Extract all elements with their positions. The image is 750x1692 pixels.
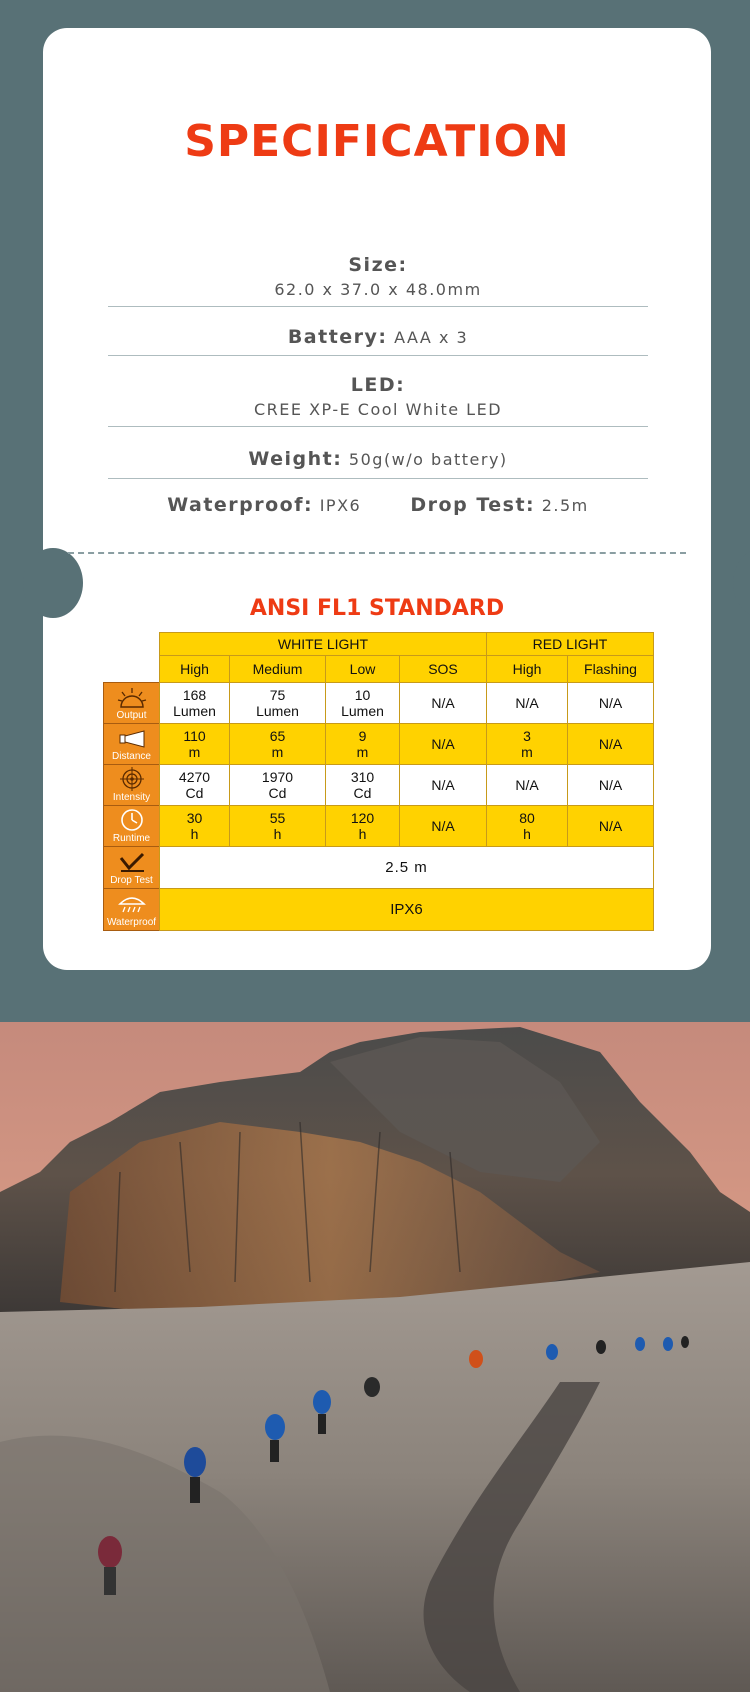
- spec-title: SPECIFICATION: [184, 116, 570, 167]
- runtime-row-header: [103, 805, 160, 847]
- distance-row-header: [103, 723, 160, 765]
- output-icon: [117, 687, 147, 709]
- dashed-separator: [68, 552, 686, 554]
- led-label: LED:: [350, 374, 406, 396]
- table-cell: N/A: [399, 805, 487, 847]
- size-row: [108, 254, 648, 299]
- battery-label: Battery:: [287, 326, 388, 348]
- table-cell: N/A: [567, 682, 654, 724]
- group-white-light: WHITE LIGHT: [159, 632, 487, 656]
- table-cell: 110 m: [159, 723, 230, 765]
- intensity-row-header: [103, 764, 160, 806]
- table-cell: N/A: [567, 764, 654, 806]
- waterproof-drop-row: [108, 494, 648, 516]
- distance-label: Distance: [112, 751, 151, 762]
- waterproof-value: IPX6: [159, 888, 654, 931]
- table-cell: 310 Cd: [325, 764, 400, 806]
- size-label: Size:: [348, 254, 408, 276]
- runtime-icon: [117, 808, 147, 832]
- table-cell: N/A: [567, 805, 654, 847]
- table-cell: N/A: [486, 682, 568, 724]
- drop-test-label: Drop Test:: [410, 494, 536, 516]
- ticket-notch-right: [733, 548, 750, 618]
- weight-label: Weight:: [248, 448, 343, 470]
- table-cell: N/A: [486, 764, 568, 806]
- table-cell: 3 m: [486, 723, 568, 765]
- waterproof-row-header: [103, 888, 160, 931]
- intensity-label: Intensity: [112, 792, 151, 803]
- divider: [108, 306, 648, 307]
- table-cell: 30 h: [159, 805, 230, 847]
- output-label: Output: [116, 710, 147, 721]
- size-value: 62.0 x 37.0 x 48.0mm: [274, 280, 482, 299]
- table-cell: 55 h: [229, 805, 326, 847]
- table-cell: 10 Lumen: [325, 682, 400, 724]
- drop-test-label: Drop Test: [110, 875, 153, 886]
- mode-header: Low: [325, 655, 400, 683]
- waterproof-value: IPX6: [319, 496, 362, 515]
- table-cell: N/A: [399, 764, 487, 806]
- output-row-header: [103, 682, 160, 724]
- table-cell: 4270 Cd: [159, 764, 230, 806]
- table-cell: 168 Lumen: [159, 682, 230, 724]
- waterproof-label: Waterproof: [106, 917, 157, 928]
- ansi-title: ANSI FL1 STANDARD: [249, 596, 505, 621]
- table-cell: 65 m: [229, 723, 326, 765]
- led-row: [108, 374, 648, 419]
- mode-header: Flashing: [567, 655, 654, 683]
- divider: [108, 478, 648, 479]
- weight-row: [108, 448, 648, 470]
- table-cell: 1970 Cd: [229, 764, 326, 806]
- drop-test-value: 2.5m: [541, 496, 589, 515]
- mode-header: SOS: [399, 655, 487, 683]
- drop-test-row-header: [103, 846, 160, 889]
- weight-value: 50g(w/o battery): [348, 450, 508, 469]
- table-cell: N/A: [399, 723, 487, 765]
- mountain-trekking-photo: [0, 1022, 750, 1692]
- group-red-light: RED LIGHT: [486, 632, 654, 656]
- waterproof-icon: [117, 892, 147, 916]
- table-cell: N/A: [567, 723, 654, 765]
- spec-card: [43, 28, 711, 970]
- led-value: CREE XP-E Cool White LED: [253, 400, 503, 419]
- divider: [108, 355, 648, 356]
- runtime-label: Runtime: [112, 833, 151, 844]
- battery-value: AAA x 3: [394, 328, 469, 347]
- distance-icon: [117, 728, 147, 750]
- intensity-icon: [117, 767, 147, 791]
- mode-header: High: [159, 655, 230, 683]
- drop-test-value: 2.5 m: [159, 846, 654, 889]
- waterproof-label: Waterproof:: [167, 494, 314, 516]
- table-cell: 9 m: [325, 723, 400, 765]
- table-cell: 75 Lumen: [229, 682, 326, 724]
- drop-test-icon: [117, 850, 147, 874]
- mode-header: Medium: [229, 655, 326, 683]
- table-cell: 120 h: [325, 805, 400, 847]
- table-cell: 80 h: [486, 805, 568, 847]
- divider: [108, 426, 648, 427]
- table-cell: N/A: [399, 682, 487, 724]
- battery-row: [108, 326, 648, 348]
- mountain-landscape-image: [0, 1022, 750, 1692]
- mode-header: High: [486, 655, 568, 683]
